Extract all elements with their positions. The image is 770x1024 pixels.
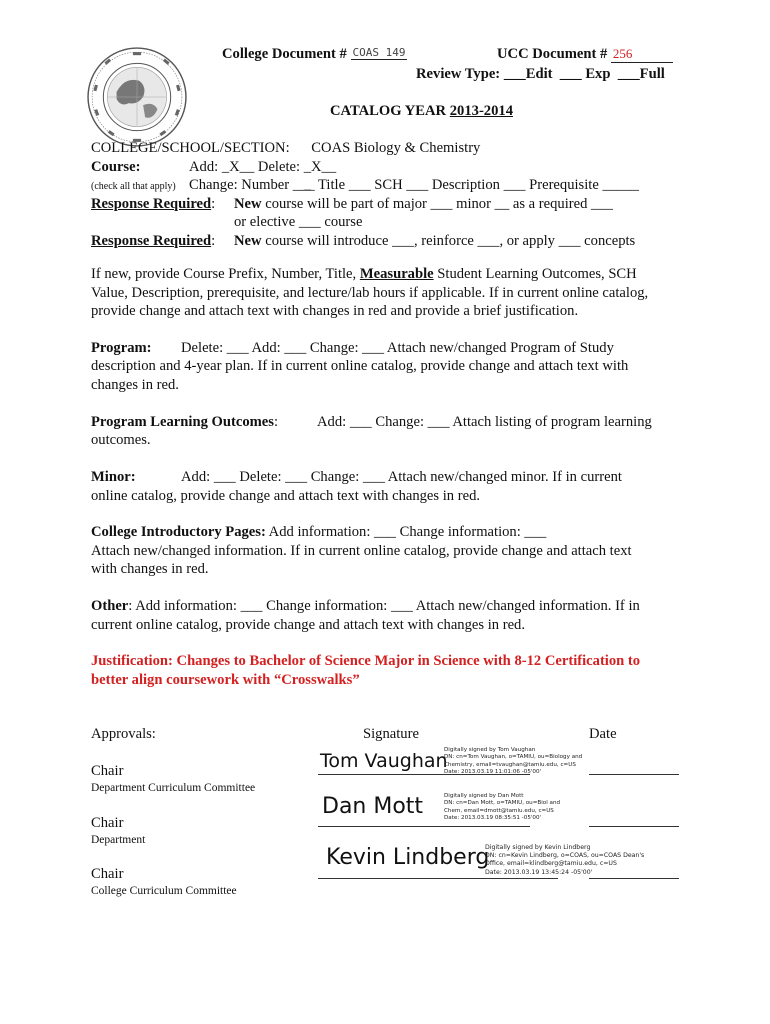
- ucc-document-header: [497, 46, 673, 63]
- review-edit-option: Edit: [525, 66, 553, 82]
- course-add-delete: Add: _X__ Delete: _X__: [189, 159, 337, 175]
- date-line-2: [589, 826, 679, 827]
- justification-line-2: better align coursework with “Crosswalks”: [91, 672, 360, 688]
- signature-line-1: [318, 774, 530, 775]
- course-line: [91, 158, 337, 176]
- catalog-year: [330, 103, 513, 120]
- date-line-3: [589, 878, 679, 879]
- course-change-text: Change: Number __̲_ Title ___ SCH ___ Description ___ Prerequisite _____: [189, 177, 639, 193]
- plo-label: Program Learning Outcomes: [91, 414, 274, 430]
- date-label: Date: [589, 726, 617, 742]
- review-full-option: Full: [639, 66, 665, 82]
- response-required-2: Response Required: New course will introduce ___, reinforce ___, or apply ___ concepts: [91, 233, 636, 249]
- review-exp-option: Exp: [585, 66, 611, 82]
- signature-meta-2: Digitally signed by Dan Mott DN: cn=Dan Mott, o=TAMIU, ou=Biol and Chem, email=dmott@tamiu.edu, c=US Date: 2013.03.19 08:35:51 -05'00': [444, 793, 561, 822]
- response-required-1-cont: or elective ___ course: [234, 214, 363, 230]
- program-line-2: description and 4-year plan. If in current online catalog, provide change and attach text with: [91, 358, 629, 374]
- response-new-1: New: [234, 196, 262, 212]
- approval-sub-1: Department Curriculum Committee: [91, 782, 256, 794]
- ucc-doc-label: UCC Document #: [497, 46, 608, 62]
- approval-role-2: Chair: [91, 815, 124, 831]
- other-line-1: Other: Add information: ___ Change information: ___ Attach new/changed information. If in: [91, 598, 640, 614]
- college-doc-label: College Document #: [222, 46, 347, 62]
- signature-meta-1: Digitally signed by Tom Vaughan DN: cn=Tom Vaughan, o=TAMIU, ou=Biology and Chemistry, email=tvaughan@tamiu.edu, c=US Date: 2013.03.19 11:01:06 -05'00': [444, 747, 583, 776]
- program-line-3: changes in red.: [91, 377, 179, 393]
- college-doc-number: COAS 149: [352, 46, 406, 59]
- program-label: Program:: [91, 340, 152, 356]
- signature-meta-3: Digitally signed by Kevin Lindberg DN: cn=Kevin Lindberg, o=COAS, ou=COAS Dean's Office, email=klindberg@tamiu.edu, c=US Date: 2013.03.19 13:45:24 -05'00': [485, 844, 645, 876]
- college-line: [91, 139, 480, 157]
- minor-line-2: online catalog, provide change and attach text with changes in red.: [91, 488, 481, 504]
- college-value: COAS Biology & Chemistry: [311, 140, 481, 156]
- check-all-note: (check all that apply): [91, 181, 176, 192]
- catalog-year-label: CATALOG YEAR: [330, 103, 447, 119]
- plo-line-1: Program Learning Outcomes: Add: ___ Change: ___ Attach listing of program learning: [91, 414, 652, 430]
- other-line-2: current online catalog, provide change and attach text with changes in red.: [91, 617, 525, 633]
- course-label: Course:: [91, 159, 141, 175]
- approval-sub-2: Department: [91, 834, 146, 846]
- plo-line-2: outcomes.: [91, 432, 151, 448]
- approvals-label: Approvals:: [91, 726, 156, 742]
- ucc-doc-number: 256: [611, 46, 673, 63]
- signer-name-1: Tom Vaughan: [320, 750, 448, 772]
- response-required-1: Response Required: New course will be part of major ___ minor __ as a required ___: [91, 196, 613, 212]
- approval-role-3: Chair: [91, 866, 124, 882]
- program-line-1: Program: Delete: ___ Add: ___ Change: ___ Attach new/changed Program of Study: [91, 340, 614, 356]
- instructions-line-2: Value, Description, prerequisite, and lecture/lab hours if applicable. If in current online catalog,: [91, 285, 649, 301]
- signer-name-3: Kevin Lindberg: [326, 845, 490, 870]
- intro-label: College Introductory Pages:: [91, 524, 266, 540]
- intro-line-3: with changes in red.: [91, 561, 209, 577]
- response-new-2: New: [234, 233, 262, 249]
- response-required-label-1: Response Required: [91, 196, 212, 212]
- justification-line-1: Justification: Changes to Bachelor of Science Major in Science with 8-12 Certification to: [91, 653, 641, 669]
- review-type-line: Review Type: ___Edit ___ Exp ___Full: [416, 66, 665, 82]
- intro-line-1: College Introductory Pages: Add information: ___ Change information: ___: [91, 524, 547, 540]
- response-text-2: course will introduce ___, reinforce ___, or apply ___ concepts: [265, 233, 636, 249]
- intro-line-2: Attach new/changed information. If in current online catalog, provide change and attach text: [91, 543, 632, 559]
- signature-label: Signature: [363, 726, 419, 742]
- university-seal-icon: [86, 46, 188, 148]
- signature-line-2: [318, 826, 530, 827]
- college-document-header: [222, 46, 407, 63]
- date-line-1: [589, 774, 679, 775]
- catalog-year-value: 2013-2014: [449, 103, 513, 119]
- response-required-label-2: Response Required: [91, 233, 212, 249]
- response-text-1: course will be part of major ___ minor __ as a required ___: [265, 196, 613, 212]
- measurable-word: Measurable: [359, 266, 434, 282]
- minor-line-1: Minor: Add: ___ Delete: ___ Change: ___ Attach new/changed minor. If in current: [91, 469, 622, 485]
- college-label: COLLEGE/SCHOOL/SECTION:: [91, 140, 290, 156]
- course-change-line: [91, 176, 639, 196]
- approval-sub-3: College Curriculum Committee: [91, 885, 237, 897]
- instructions-line-1: If new, provide Course Prefix, Number, Title, Measurable Student Learning Outcomes, SCH: [91, 266, 637, 282]
- signer-name-2: Dan Mott: [322, 794, 424, 819]
- signature-line-3: [318, 878, 558, 879]
- approval-role-1: Chair: [91, 763, 124, 779]
- minor-label: Minor:: [91, 469, 136, 485]
- review-type-label: Review Type:: [416, 66, 501, 82]
- other-label: Other: [91, 598, 129, 614]
- instructions-line-3: provide change and attach text with changes in red and provide a brief justification.: [91, 303, 579, 319]
